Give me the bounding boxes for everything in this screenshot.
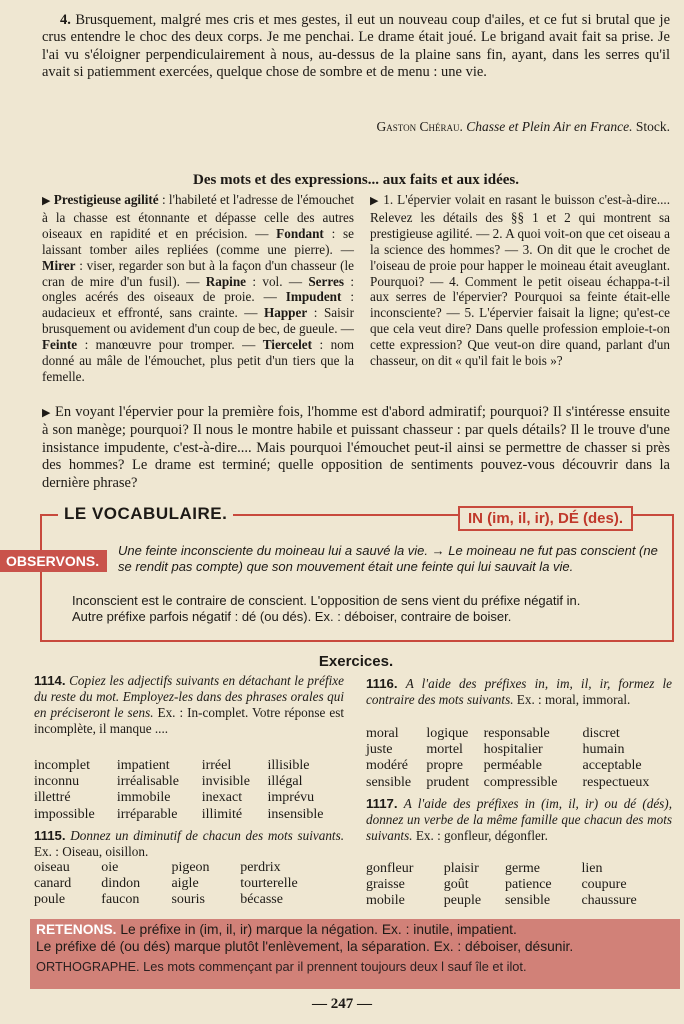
word-cell: tourterelle xyxy=(240,876,298,892)
word-cell: faucon xyxy=(101,892,140,908)
definition-text: : Saisir brusquement ou avidement d'un coup de bec, de gueule. — xyxy=(42,305,354,337)
prefix-label: IN (im, il, ir), DÉ (des). xyxy=(458,506,633,531)
exercise-1114-text xyxy=(34,673,344,737)
source-book: Chasse et Plein Air en France. xyxy=(466,119,633,134)
word-cell: perméable xyxy=(483,758,542,774)
definition-text: : se laissant tomber ailes repliées (comme une pierre). — xyxy=(42,225,354,257)
word-cell: illimité xyxy=(201,806,243,822)
word-cell: gonfleur xyxy=(366,861,414,876)
exercise-example: Ex. : In-complet. Votre réponse est incomplète, il manque .... xyxy=(34,704,344,736)
word-cell: incomplet xyxy=(34,758,90,773)
word-row xyxy=(34,758,344,774)
word-cell: germe xyxy=(504,861,540,876)
section-heading-mots: Des mots et des expressions... aux faits et aux idées. xyxy=(193,172,519,188)
orthographe-label: ORTHOGRAPHE. xyxy=(36,959,140,974)
word-cell: chaussure xyxy=(581,893,637,909)
definition-text: : nom donné au mâle de l'émouchet, plus petit d'un tiers que la femelle. xyxy=(42,337,355,384)
passage-text xyxy=(42,12,670,82)
definition-term: Impudent xyxy=(285,289,342,305)
word-cell: invisible xyxy=(201,774,250,790)
exercise-instruction: Copiez les adjectifs suivants en détachant le préfixe du reste du mot. Employez-les dans des phrases orales qui en préciseront le sens. xyxy=(34,673,344,720)
definition-term: Serres xyxy=(308,273,344,289)
word-row xyxy=(366,775,672,791)
exercise-number: 1115. xyxy=(34,828,66,843)
word-cell: insensible xyxy=(267,806,324,822)
word-row xyxy=(366,893,672,909)
word-cell: mobile xyxy=(366,893,405,909)
retenons-line-1 xyxy=(36,919,674,938)
word-cell: aigle xyxy=(171,876,199,892)
page-number: — 247 — xyxy=(312,996,372,1012)
word-row xyxy=(366,861,672,877)
exercise-1115-text xyxy=(34,828,344,860)
word-cell: irréparable xyxy=(116,806,178,822)
orthographe-text: Les mots commençant par il prennent toujours deux l sauf île et ilot. xyxy=(143,959,527,974)
word-cell: hospitalier xyxy=(483,742,543,758)
definition-term: Feinte xyxy=(42,337,78,353)
word-cell: impatient xyxy=(116,758,170,773)
word-cell: respectueux xyxy=(582,774,650,790)
word-cell: patience xyxy=(504,877,552,893)
definition-text: : audacieux et effronté, sans crainte. — xyxy=(42,289,354,321)
definition-text: : l'habileté et l'adresse de l'émouchet à la chasse est étonnante et dépasse celle des autres oiseaux en rapidité et en précision. — xyxy=(42,192,355,241)
retenons-title: RETENONS. xyxy=(36,922,117,937)
word-cell: coupure xyxy=(581,877,627,893)
word-cell: illisible xyxy=(267,758,310,773)
source-author: Gaston Chérau. xyxy=(376,119,463,134)
word-row xyxy=(34,892,344,908)
vocab-explanation-2: Autre préfixe parfois négatif : dé (ou dés). Ex. : déboiser, contraire de boiser. xyxy=(72,609,512,624)
word-cell: illégal xyxy=(267,774,303,790)
word-cell: illettré xyxy=(34,790,71,806)
definition-term: Prestigieuse agilité xyxy=(53,192,159,207)
word-cell: sensible xyxy=(504,893,551,909)
definition-text: : ongles acérés des oiseaux de proie. — xyxy=(42,273,354,305)
exercise-number: 1117. xyxy=(366,796,398,811)
definition-text: : viser, regarder son but à la façon d'un chasseur (le cran de mire d'un fusil). — xyxy=(42,257,354,289)
word-cell: pigeon xyxy=(171,860,210,875)
word-cell: poule xyxy=(34,892,66,908)
word-cell: souris xyxy=(171,892,205,908)
word-cell: imprévu xyxy=(267,790,315,806)
definition-term: Fondant xyxy=(276,225,324,241)
questions-block xyxy=(370,192,670,369)
word-cell: oiseau xyxy=(34,860,70,875)
definition-term: Tiercelet xyxy=(262,337,313,353)
word-cell: goût xyxy=(443,877,469,893)
exercise-number: 1114. xyxy=(34,673,66,688)
word-cell: canard xyxy=(34,876,72,892)
word-cell: perdrix xyxy=(240,860,281,875)
retenons-text-2: Le préfixe dé (ou dés) marque plutôt l'enlèvement, la séparation. Ex. : déboiser, désunir. xyxy=(36,939,574,954)
definition-text: : vol. — xyxy=(246,273,309,289)
questions-text: 1. L'épervier volait en rasant le buisson c'est-à-dire.... Relevez les détails des §§ 1 et 2 qui montrent sa prestigieuse agilité. — 2. A quoi voit-on que cet oiseau a la science des hommes? — 3. On dit que le crochet de l'oiseau de proie pour happer le moineau était aveuglant. Pourquoi? — 4. Comment le petit oiseau échappa-t-il aux serres de l'épervier? Pourquoi sa feinte était-elle inconsciente? — 5. L'épervier faisait la ligne; qu'est-ce que cela veut dire? Dans quelle profession emploie-t-on cette expression? Que veut-on dire quand, parlant d'un chasseur, on dit « qu'il fait le bois »? xyxy=(370,192,671,369)
word-cell: graisse xyxy=(366,877,405,893)
word-row xyxy=(366,742,672,758)
exercices-heading: Exercices. xyxy=(318,653,394,670)
passage-source xyxy=(200,119,670,135)
word-cell: bécasse xyxy=(240,892,283,908)
exercise-1116-words xyxy=(366,726,672,791)
word-row xyxy=(366,726,672,742)
word-cell: lien xyxy=(581,861,603,876)
word-cell: discret xyxy=(582,726,620,741)
exercise-1115-words xyxy=(34,860,344,909)
exercise-example: Ex. : Oiseau, oisillon. xyxy=(34,843,149,859)
word-cell: oie xyxy=(101,860,119,875)
definition-term: Happer xyxy=(264,305,308,321)
triangle-bullet-icon: ▶ xyxy=(42,195,51,207)
exercise-example: Ex. : gonfleur, dégonfler. xyxy=(415,827,548,843)
definition-term: Rapine xyxy=(205,273,247,289)
exercise-instruction: A l'aide des préfixes in (im, il, ir) ou dé (dés), donnez un verbe de la même famille que chacun des mots suivants. xyxy=(366,796,672,843)
word-cell: prudent xyxy=(426,774,470,790)
word-cell: propre xyxy=(426,758,463,774)
word-cell: impossible xyxy=(34,806,95,822)
passage-body: Brusquement, malgré mes cris et mes gestes, il eut un nouveau coup d'ailes, et ce fut si brutal que je crus entendre le choc des deux corps. Je me penchai. Le drame était joué. Le brigand avait fait sa prise. Je l'ai vu s'éloigner perpendiculairement à nous, au-dessus de la plaine sans fin, ayant, dans les serres qu'il avait si patiemment exercées, quelque chose de sombre et de menu : une vie. xyxy=(42,12,671,81)
source-publisher: Stock. xyxy=(635,119,670,134)
vocab-explanation-1: Inconscient est le contraire de conscient. L'opposition de sens vient du préfixe négatif in. xyxy=(72,593,581,608)
word-cell: logique xyxy=(426,726,469,741)
word-cell: humain xyxy=(582,742,625,758)
exercise-example: Ex. : moral, immoral. xyxy=(516,691,631,707)
exercise-1117-text xyxy=(366,796,672,844)
exercise-1114-words xyxy=(34,758,344,823)
word-row xyxy=(34,860,344,876)
triangle-bullet-icon: ▶ xyxy=(42,407,51,419)
word-cell: mortel xyxy=(426,742,463,758)
analysis-text: En voyant l'épervier pour la première fois, l'homme est d'abord admiratif; pourquoi? Il s'intéresse ensuite à son manège; pourquoi? Il nous le montre habile et puissant chasseur : par quels détails? Il le trouve d'une insistance impudente, c'est-à-dire.... Mais pourquoi l'émouchet peut-il ainsi se permettre de chasser si près des hommes? Le drame est terminé; quelle opposition de sentiments pouvez-vous découvrir dans la dernière phrase? xyxy=(42,404,670,491)
orthographe-line xyxy=(36,955,674,975)
passage-number: 4. xyxy=(60,12,71,28)
exercise-number: 1116. xyxy=(366,676,398,691)
word-cell: irréel xyxy=(201,758,232,773)
word-cell: compressible xyxy=(483,774,558,790)
exercise-1117-words xyxy=(366,861,672,910)
exercise-instruction: Donnez un diminutif de chacun des mots suivants. xyxy=(70,828,344,843)
definition-term: Mirer xyxy=(42,257,76,273)
word-row xyxy=(34,774,344,790)
word-cell: responsable xyxy=(483,726,550,741)
exercise-instruction: A l'aide des préfixes in, im, il, ir, formez le contraire des mots suivants. xyxy=(366,676,672,707)
word-cell: sensible xyxy=(366,774,412,790)
word-row xyxy=(34,790,344,806)
definitions-block xyxy=(42,192,354,385)
vocab-example: Une feinte inconsciente du moineau lui a sauvé la vie. → Le moineau ne fut pas conscient (ne se rendit pas compte) que son mouvement était une feinte qui lui sauvait la vie. xyxy=(118,543,658,574)
word-row xyxy=(34,807,344,823)
word-cell: dindon xyxy=(101,876,141,892)
vocabulaire-title: LE VOCABULAIRE. xyxy=(58,504,233,524)
definition-text: : manœuvre pour tromper. — xyxy=(77,337,263,353)
word-row xyxy=(366,758,672,774)
word-cell: moral xyxy=(366,726,399,741)
word-cell: peuple xyxy=(443,893,482,909)
word-cell: juste xyxy=(366,742,393,758)
word-row xyxy=(34,876,344,892)
retenons-text-1: Le préfixe in (im, il, ir) marque la négation. Ex. : inutile, impatient. xyxy=(120,922,517,937)
word-cell: plaisir xyxy=(443,861,479,876)
analysis-paragraph xyxy=(42,404,670,492)
retenons-box xyxy=(30,919,680,989)
word-cell: inexact xyxy=(201,790,243,806)
word-cell: acceptable xyxy=(582,758,642,774)
triangle-bullet-icon: ▶ xyxy=(370,195,380,207)
word-cell: inconnu xyxy=(34,774,80,790)
observons-label: OBSERVONS. xyxy=(0,550,107,572)
word-cell: modéré xyxy=(366,758,408,774)
exercise-1116-text xyxy=(366,676,672,708)
word-row xyxy=(366,877,672,893)
word-cell: immobile xyxy=(116,790,171,806)
word-cell: irréalisable xyxy=(116,774,179,790)
